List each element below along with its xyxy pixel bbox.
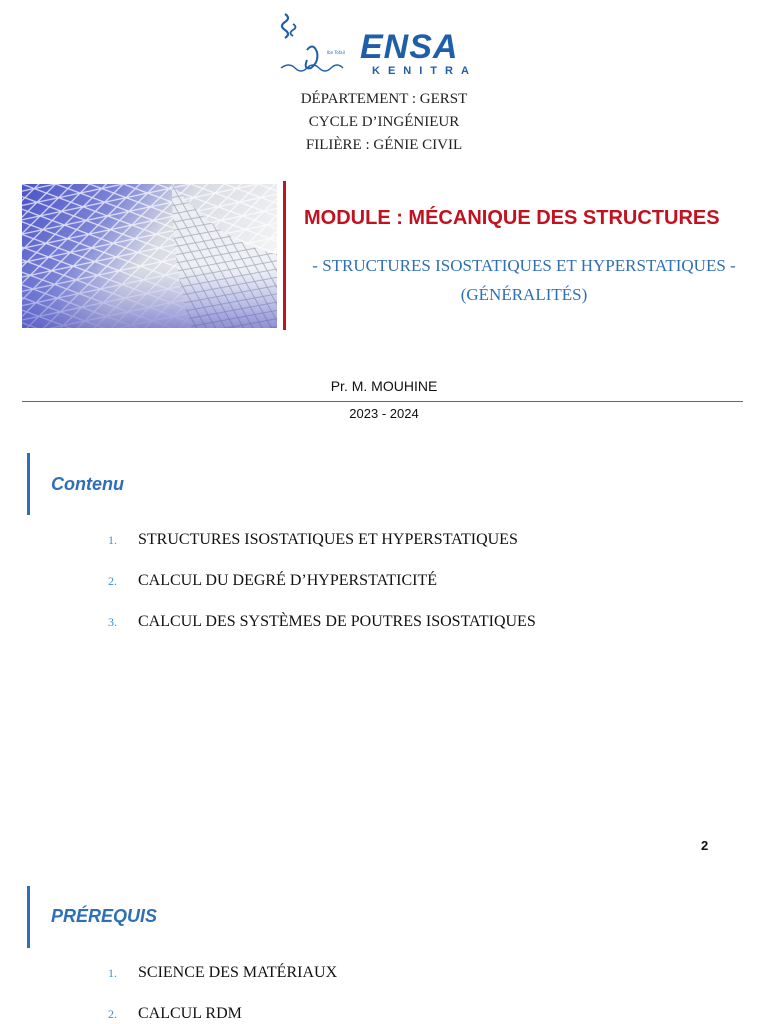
list-text: CALCUL RDM <box>138 1005 242 1022</box>
lattice-roof-photo <box>22 184 277 328</box>
list-number: 2. <box>108 1007 117 1021</box>
module-title: MODULE : MÉCANIQUE DES STRUCTURES <box>304 207 720 229</box>
university-latin-text: Ibn Tofail <box>327 50 345 55</box>
list-number: 3. <box>108 615 117 629</box>
horizontal-divider <box>22 401 743 402</box>
list-text: CALCUL DU DEGRÉ D’HYPERSTATICITÉ <box>138 572 437 589</box>
contenu-heading: Contenu <box>51 474 124 494</box>
title-divider <box>283 181 286 330</box>
list-text: SCIENCE DES MATÉRIAUX <box>138 964 338 981</box>
list-item <box>108 964 337 982</box>
list-item <box>108 613 536 631</box>
list-item <box>108 572 437 590</box>
list-text: CALCUL DES SYSTÈMES DE POUTRES ISOSTATIQUES <box>138 613 536 630</box>
ensa-kenitra-logo <box>277 10 487 82</box>
page-number: 2 <box>701 838 709 853</box>
list-number: 1. <box>108 966 117 980</box>
contenu-accent-bar <box>27 453 30 515</box>
author-name: Pr. M. MOUHINE <box>330 378 438 394</box>
list-number: 2. <box>108 574 117 588</box>
list-text: STRUCTURES ISOSTATIQUES ET HYPERSTATIQUES <box>138 531 518 548</box>
prerequis-heading: PRÉREQUIS <box>51 906 158 926</box>
academic-year: 2023 - 2024 <box>349 406 419 421</box>
list-number: 1. <box>108 533 117 547</box>
list-item <box>108 1005 242 1023</box>
department-line: DÉPARTEMENT : GERST <box>300 91 468 107</box>
filiere-line: FILIÈRE : GÉNIE CIVIL <box>305 137 463 153</box>
kenitra-wordmark: KENITRA <box>372 65 477 77</box>
list-item <box>108 531 518 549</box>
subtitle-line-2: (GÉNÉRALITÉS) <box>460 285 588 304</box>
prerequis-accent-bar <box>27 886 30 948</box>
subtitle-line-1: - STRUCTURES ISOSTATIQUES ET HYPERSTATIQUES - <box>312 256 736 275</box>
university-emblem-icon <box>277 10 359 80</box>
ensa-wordmark: ENSA <box>360 28 459 66</box>
cycle-line: CYCLE D’INGÉNIEUR <box>308 114 460 130</box>
